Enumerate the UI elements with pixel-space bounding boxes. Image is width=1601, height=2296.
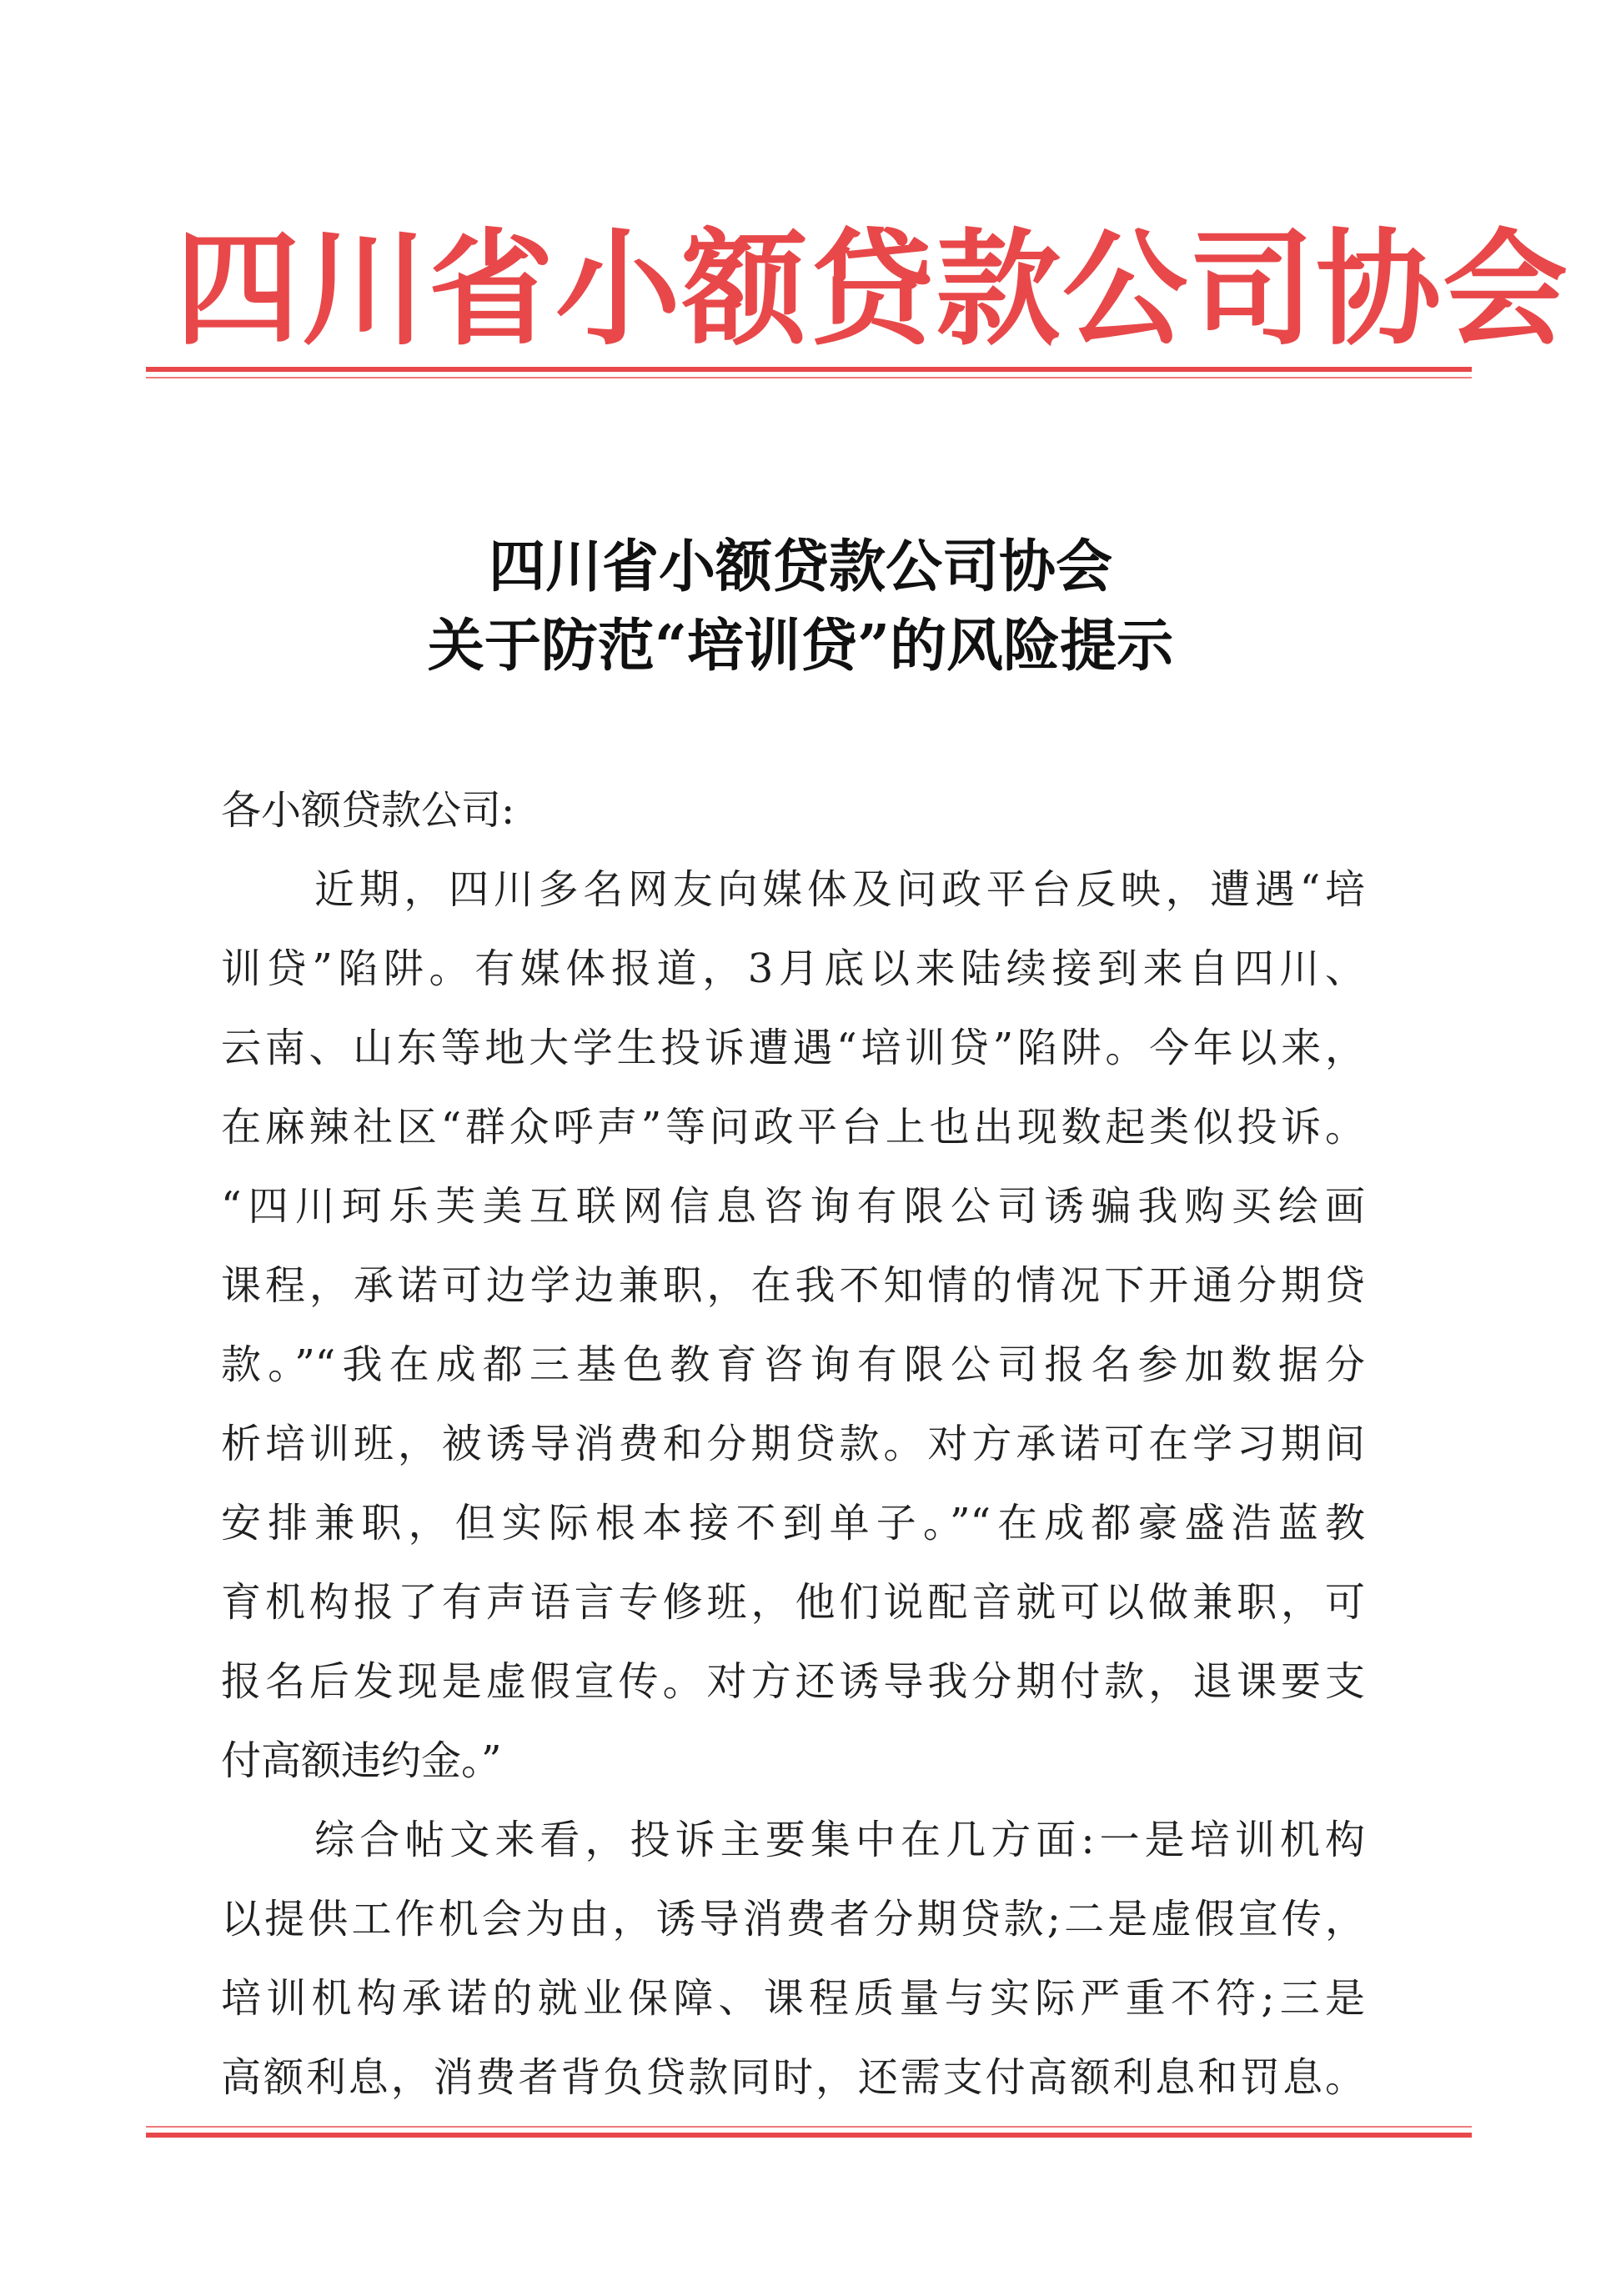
footer-divider	[146, 2126, 1472, 2138]
body-line: 付高额违约金。”	[221, 1737, 502, 1784]
body-line: “四川珂乐芙美互联网信息咨询有限公司诱骗我购买绘画	[221, 1183, 1365, 1230]
letterhead-organization: 四川省小额贷款公司协会	[175, 216, 1570, 363]
document-title-line2: 关于防范“培训贷”的风险提示	[427, 613, 1174, 679]
body-line: 款。”“我在成都三基色教育咨询有限公司报名参加数据分	[221, 1341, 1365, 1388]
salutation: 各小额贷款公司:	[221, 787, 515, 834]
body-line: 在麻辣社区“群众呼声”等问政平台上也出现数起类似投诉。	[221, 1104, 1365, 1151]
body-line: 云南、山东等地大学生投诉遭遇“培训贷”陷阱。今年以来，	[221, 1025, 1365, 1071]
document-title-line1: 四川省小额贷款公司协会	[488, 534, 1112, 600]
body-line: 安排兼职，但实际根本接不到单子。”“在成都豪盛浩蓝教	[221, 1500, 1365, 1547]
body-line: 析培训班，被诱导消费和分期贷款。对方承诺可在学习期间	[221, 1421, 1365, 1467]
body-line: 报名后发现是虚假宣传。对方还诱导我分期付款，退课要支	[221, 1658, 1365, 1705]
letterhead-divider	[146, 367, 1472, 378]
body-line: 课程，承诺可边学边兼职，在我不知情的情况下开通分期贷	[221, 1262, 1365, 1309]
body-line: 育机构报了有声语言专修班，他们说配音就可以做兼职，可	[221, 1579, 1365, 1626]
body-line: 近期，四川多名网友向媒体及问政平台反映，遭遇“培	[314, 866, 1365, 913]
body-line: 以提供工作机会为由，诱导消费者分期贷款;二是虚假宣传，	[221, 1896, 1365, 1943]
body-line: 综合帖文来看，投诉主要集中在几方面:一是培训机构	[314, 1817, 1365, 1863]
document-body	[221, 771, 1365, 2118]
body-line: 培训机构承诺的就业保障、课程质量与实际严重不符;三是	[221, 1975, 1365, 2022]
body-line: 训贷”陷阱。有媒体报道，3月底以来陆续接到来自四川、	[221, 945, 1365, 992]
body-line: 高额利息，消费者背负贷款同时，还需支付高额利息和罚息。	[221, 2054, 1365, 2101]
